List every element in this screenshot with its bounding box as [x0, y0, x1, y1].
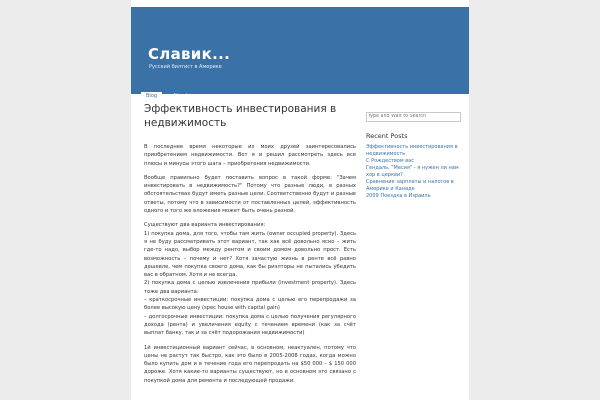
recent-post-link[interactable]: 2009 Поездка в Израиль — [366, 193, 431, 199]
article-paragraph-2: Вообще правильно будет поставить вопрос в такой форме: "Зачем инвестировать в недвижимость?" Потому что разные люди, в разных обстоятельствах будут иметь разные цели. Соответственно будут и разные ответы, потому что в зависимости от поставленных целей, эффективность одного и того же вложения может быть очень разной. — [144, 174, 356, 215]
article-paragraph-4: 1й инвестиционный вариант сейчас, в основном, неактуален, потому что цены не растут так быстро, как это было в 2005-2008 годах, когда можно было купить дом и в течение года его перепродать на $50 000 – $ 150 000 дороже. Хотя какие-то варианты существуют, но в основном это связано с покупкой дома для ремонта и последующей продажи. — [144, 344, 356, 384]
site-description: Русский билтист в Америке — [149, 64, 222, 70]
article-title[interactable]: Эффективность инвестирования в недвижимость — [144, 103, 337, 129]
article-paragraph-3: Существуют два варианта инвестирования: 1) покупка дома, для того, чтобы там жить (owner occupied property). Здесь я не буду рассматривать этот вариант, так как всё довольно ясно – жить где-то надо, выбор между рентом и своим домом довольно прост. Есть возможность – почему и нет? Хотя зачастую жизнь в ренте всё равно дешевле, чем покупка своего дома, как бы риэлторы не пытались убедить вас в обратном. Хотя и не всегда. 2) покупка дома с целью извлечения прибыли (investment property). Здесь тоже два варианта: – краткосрочные инвестиции: покупка дома с целью его перепродажи за более высокую цену (spec house with capital gain) – долгосрочные инвестиции: покупка дома с целью получения регулярного дохода (рента) и увеличения equity с течением времени (как за счёт выплат банку, так и за счёт подорожания недвижимости) — [144, 222, 356, 337]
recent-post-link[interactable]: С Рождеством вас — [366, 158, 414, 164]
article-content — [144, 143, 356, 391]
site-header — [131, 7, 469, 99]
recent-posts-heading: Recent Posts — [366, 132, 408, 140]
recent-post-link[interactable]: Гендаль, "Месия" - я нужен ли нам хор в церкви? — [366, 165, 459, 178]
sidebar — [366, 102, 461, 200]
site-title[interactable]: Славик... — [148, 45, 231, 63]
article-header — [144, 102, 356, 130]
recent-posts-list — [366, 144, 461, 200]
recent-post-link[interactable]: Сравнение зарплаты и налогов в Америке и Канаде — [366, 179, 454, 192]
tab-about[interactable]: About — [173, 93, 188, 99]
recent-post-link[interactable]: Эффективность инвестирования в недвижимость — [366, 144, 458, 157]
article-paragraph-1: В последнее время некоторые из моих друзей заинтересовались приобретением недвижимости. Вот я и решил рассмотреть здесь все плюсы и минусы этого шага – приобретения недвижимости. — [144, 144, 356, 167]
page — [131, 0, 469, 400]
search-input[interactable] — [366, 112, 461, 122]
tab-blog[interactable]: Blog — [141, 92, 162, 101]
